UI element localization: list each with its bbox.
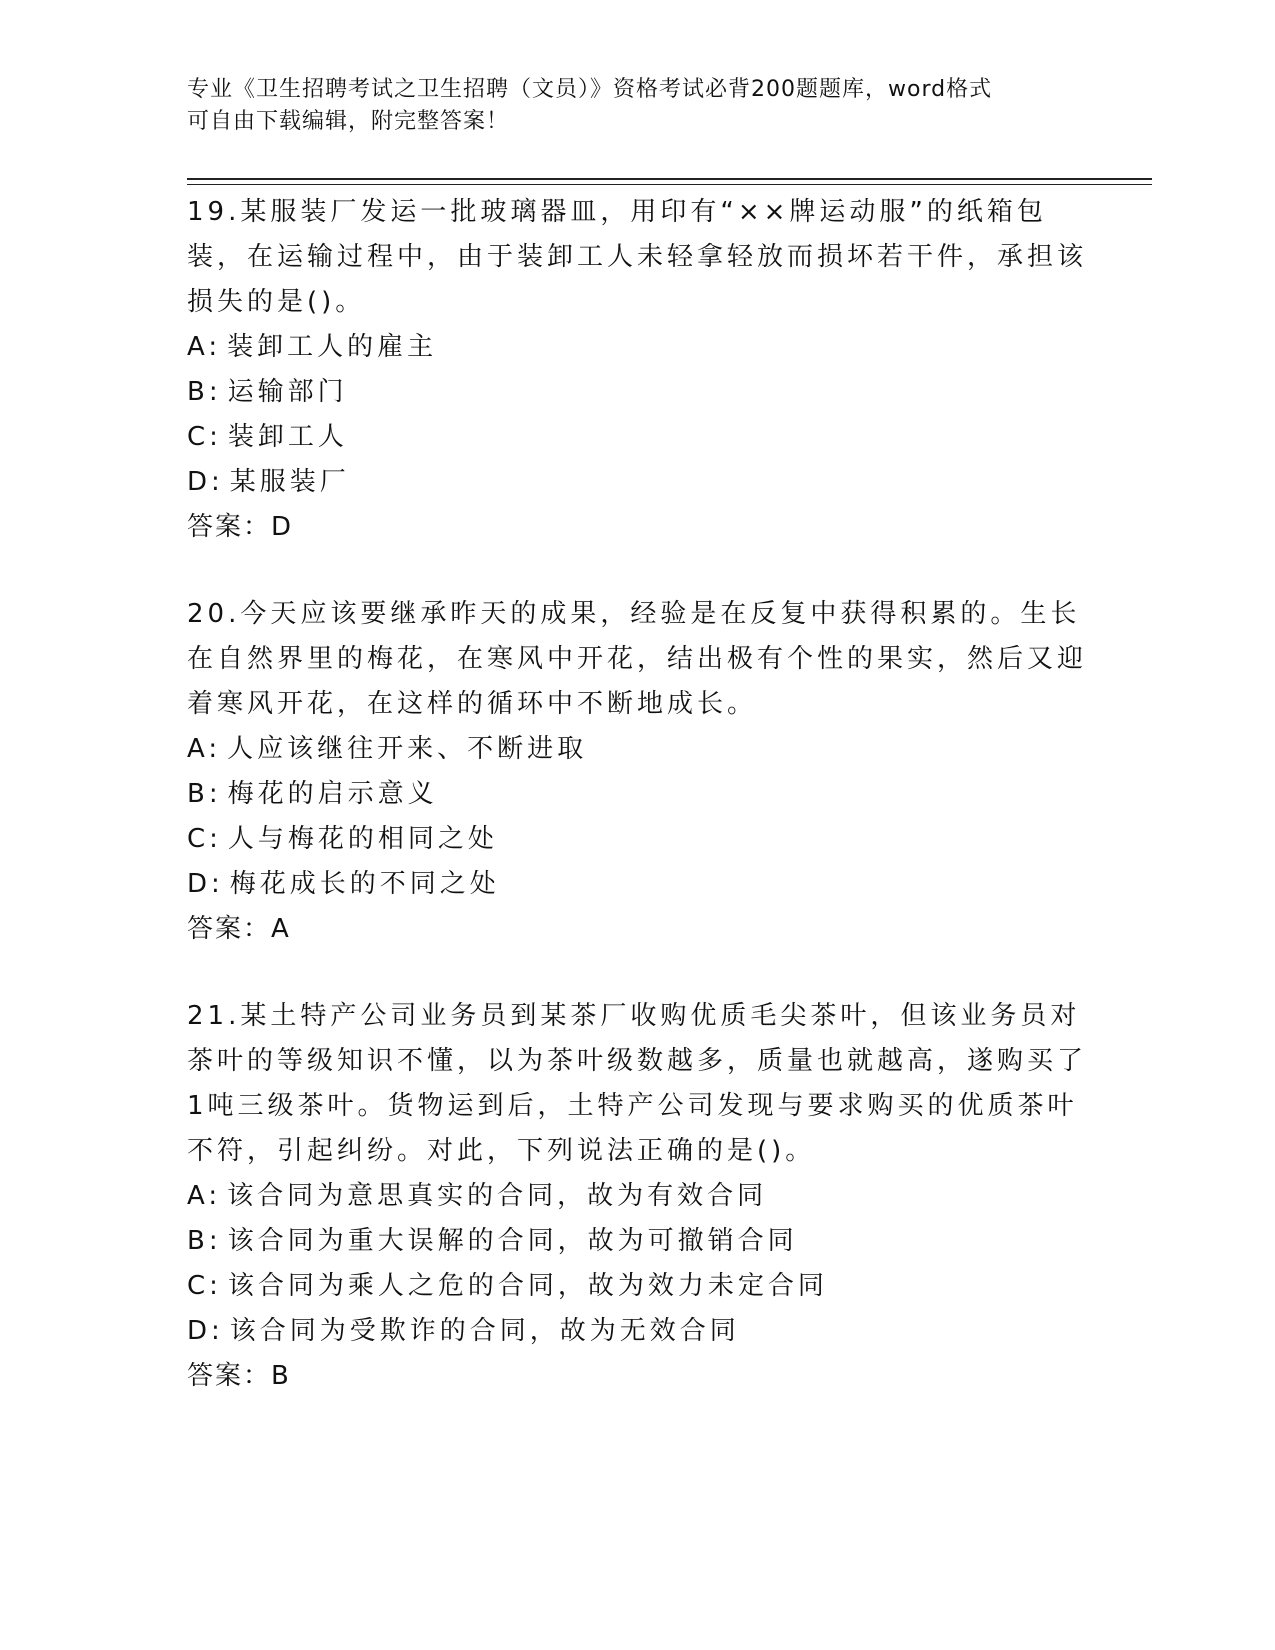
option-label: D: [187,1316,224,1346]
question-text: 20.今天应该要继承昨天的成果，经验是在反复中获得积累的。生长在自然界里的梅花，在寒风中开花，结出极有个性的果实，然后又迎着寒风开花，在这样的循环中不断地成长。 [187,599,1088,719]
option-label: A: [187,332,222,362]
option-text: 装卸工人的雇主 [227,332,438,362]
option-label: D: [187,467,224,497]
question-text: 21.某土特产公司业务员到某茶厂收购优质毛尖茶叶，但该业务员对茶叶的等级知识不懂，以为茶叶级数越多，质量也就越高，遂购买了1吨三级茶叶。货物运到后，土特产公司发现与要求购买的优质茶叶不符，引起纠纷。对此，下列说法正确的是()。 [187,1001,1088,1166]
option-text: 该合同为受欺诈的合同，故为无效合同 [229,1316,740,1346]
option-b [187,1219,1092,1264]
document-header: 专业《卫生招聘考试之卫生招聘（文员）》资格考试必背200题题库，word格式 可自由下载编辑，附完整答案！ [187,77,993,134]
option-a [187,1174,1092,1219]
option-text: 该合同为乘人之危的合同，故为效力未定合同 [227,1271,828,1301]
option-text: 装卸工人 [227,422,348,452]
option-d [187,1309,1092,1354]
option-label: B: [187,779,222,809]
option-a [187,727,1092,772]
option-d [187,460,1092,505]
option-b [187,370,1092,415]
answer-line: 答案：D [187,512,294,542]
option-a [187,325,1092,370]
option-text: 该合同为意思真实的合同，故为有效合同 [227,1181,768,1211]
option-b [187,772,1092,817]
option-text: 运输部门 [227,377,348,407]
question-text: 19.某服装厂发运一批玻璃器皿，用印有“××牌运动服”的纸箱包装，在运输过程中，由于装卸工人未轻拿轻放而损坏若干件，承担该损失的是()。 [187,197,1088,317]
option-c [187,1264,1092,1309]
option-label: B: [187,1226,222,1256]
option-label: A: [187,734,222,764]
question-20 [187,592,1092,952]
option-label: C: [187,422,222,452]
option-label: A: [187,1181,222,1211]
option-text: 该合同为重大误解的合同，故为可撤销合同 [227,1226,798,1256]
option-c [187,817,1092,862]
option-text: 人应该继往开来、不断进取 [227,734,588,764]
option-text: 梅花成长的不同之处 [229,869,500,899]
option-label: B: [187,377,222,407]
option-text: 人与梅花的相同之处 [227,824,498,854]
option-text: 某服装厂 [229,467,350,497]
option-label: C: [187,1271,222,1301]
question-list [187,190,1092,1441]
header-divider-thick [187,178,1152,180]
option-d [187,862,1092,907]
option-text: 梅花的启示意义 [227,779,438,809]
header-divider-thin [187,184,1152,185]
question-21 [187,994,1092,1399]
question-19 [187,190,1092,550]
option-label: D: [187,869,224,899]
answer-line: 答案：A [187,914,291,944]
answer-line: 答案：B [187,1361,291,1391]
option-c [187,415,1092,460]
option-label: C: [187,824,222,854]
